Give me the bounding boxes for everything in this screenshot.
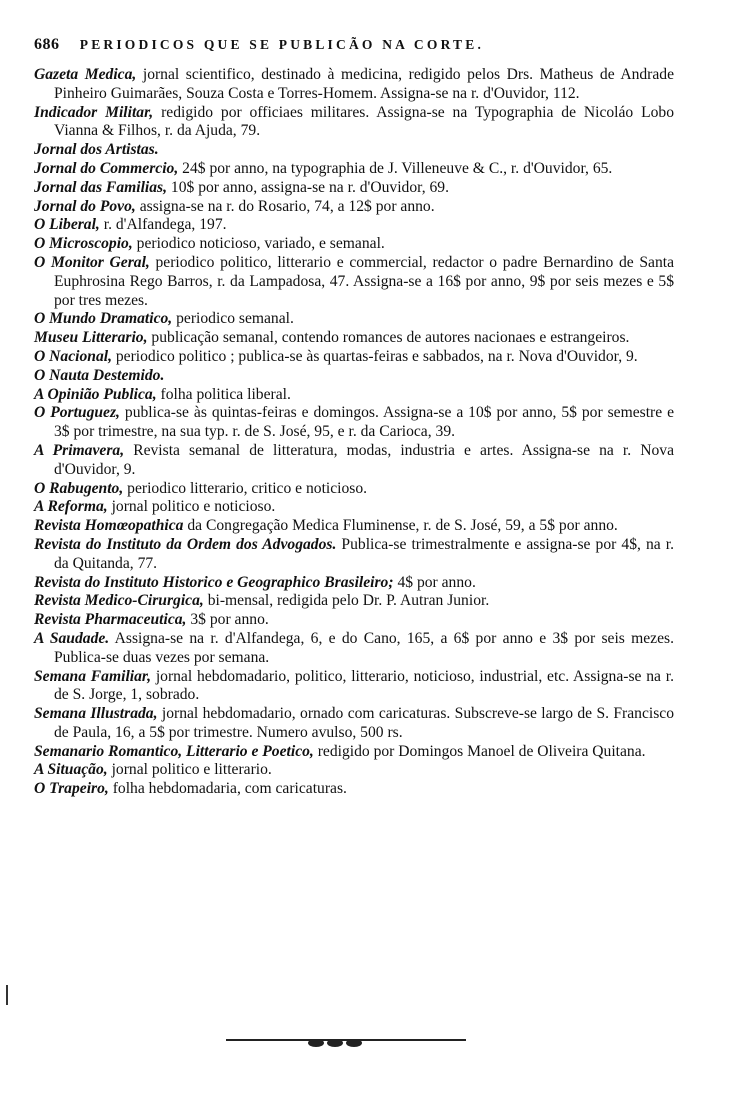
- periodical-title: A Primavera,: [34, 441, 125, 459]
- list-item: [34, 574, 674, 593]
- list-item: [34, 386, 674, 405]
- list-item: [34, 310, 674, 329]
- list-item: [34, 254, 674, 310]
- periodical-title: Jornal do Commercio,: [34, 159, 179, 177]
- periodical-title: Revista Medico-Cirurgica,: [34, 592, 204, 610]
- periodical-description: periodico noticioso, variado, e semanal.: [136, 235, 385, 253]
- periodical-description: r. d'Alfandega, 197.: [103, 216, 227, 234]
- list-item: [34, 498, 674, 517]
- page-header: [34, 36, 694, 54]
- list-item: [34, 66, 674, 104]
- periodical-title: Revista Pharmaceutica,: [34, 611, 187, 629]
- periodical-title: A Saudade.: [34, 629, 110, 647]
- periodical-description: periodico semanal.: [176, 310, 294, 328]
- periodical-description: publica-se às quintas-feiras e domingos. Assigna-se a 10$ por anno, 5$ por semestre e 3$ por trimestre, na sua typ. r. de S. José, 95, e r. da Carioca, 39.: [54, 404, 674, 441]
- periodical-description: publicação semanal, contendo romances de autores nacionaes e estrangeiros.: [151, 329, 630, 347]
- list-item: [34, 705, 674, 743]
- periodical-title: Revista Homœopathica: [34, 517, 184, 535]
- periodical-description: jornal politico e litterario.: [111, 761, 272, 779]
- periodical-description: Assigna-se na r. d'Alfandega, 6, e do Cano, 165, a 6$ por anno e 3$ por seis mezes. Publica-se duas vezes por semana.: [54, 629, 674, 666]
- list-item: [34, 104, 674, 142]
- periodical-description: periodico politico, litterario e commercial, redactor o padre Bernardino de Santa Euphrosina Rego Barros, r. da Lampadosa, 47. Assigna-se a 16$ por anno, 9$ por seis mezes e 5$ por tres mezes.: [54, 253, 674, 309]
- page-number: 686: [34, 36, 60, 53]
- periodical-description: 4$ por anno.: [397, 573, 476, 591]
- periodical-title: O Microscopio,: [34, 235, 133, 253]
- periodical-description: redigido por officiaes militares. Assigna-se na Typographia de Nicoláo Lobo Vianna & Filhos, r. da Ajuda, 79.: [54, 103, 674, 140]
- periodical-title: Jornal dos Artistas.: [34, 141, 159, 159]
- list-item: [34, 480, 674, 499]
- list-item: [34, 198, 674, 217]
- list-item: [34, 536, 674, 574]
- periodicals-list: [34, 66, 674, 799]
- periodical-description: Publica-se trimestralmente e assigna-se por 4$, na r. da Quitanda, 77.: [54, 535, 674, 572]
- divider-ornament-icon: [306, 1034, 386, 1046]
- periodical-description: 10$ por anno, assigna-se na r. d'Ouvidor, 69.: [170, 178, 449, 196]
- periodical-description: jornal scientifico, destinado à medicina, redigido pelos Drs. Matheus de Andrade Pinheiro Guimarães, Souza Costa e Torres-Homem. Assigna-se na r. d'Ouvidor, 112.: [54, 66, 675, 102]
- list-item: [34, 761, 674, 780]
- periodical-description: jornal hebdomadario, politico, litterario, noticioso, industrial, etc. Assigna-se na r. de S. Jorge, 1, sobrado.: [54, 667, 674, 704]
- list-item: [34, 592, 674, 611]
- periodical-title: Semana Familiar,: [34, 667, 152, 685]
- list-item: [34, 404, 674, 442]
- list-item: [34, 743, 674, 762]
- periodical-description: Revista semanal de litteratura, modas, industria e artes. Assigna-se na r. Nova d'Ouvidor, 9.: [54, 441, 674, 478]
- list-item: [34, 611, 674, 630]
- periodical-title: Gazeta Medica,: [34, 66, 137, 83]
- ornamental-divider: [226, 1034, 466, 1046]
- running-title: PERIODICOS QUE SE PUBLICÃO NA CORTE.: [79, 37, 485, 52]
- list-item: [34, 179, 674, 198]
- periodical-title: Semana Illustrada,: [34, 705, 158, 723]
- list-item: [34, 235, 674, 254]
- periodical-title: Revista do Instituto Historico e Geographico Brasileiro;: [34, 573, 394, 591]
- list-item: [34, 160, 674, 179]
- periodical-description: da Congregação Medica Fluminense, r. de S. José, 59, a 5$ por anno.: [187, 517, 618, 535]
- list-item: [34, 348, 674, 367]
- periodical-description: redigido por Domingos Manoel de Oliveira Quitana.: [317, 742, 646, 760]
- margin-mark: [6, 985, 8, 1005]
- periodical-description: bi-mensal, redigida pelo Dr. P. Autran Junior.: [207, 592, 490, 610]
- periodical-description: 3$ por anno.: [190, 611, 269, 629]
- periodical-title: O Nauta Destemido.: [34, 366, 165, 384]
- list-item: [34, 517, 674, 536]
- periodical-title: Museu Litterario,: [34, 329, 148, 347]
- periodical-description: jornal politico e noticioso.: [111, 498, 276, 516]
- periodical-title: O Rabugento,: [34, 479, 124, 497]
- periodical-title: Revista do Instituto da Ordem dos Advogados.: [34, 535, 337, 553]
- periodical-description: folha politica liberal.: [160, 385, 291, 403]
- periodical-title: O Portuguez,: [34, 404, 120, 422]
- periodical-title: A Situação,: [34, 761, 108, 779]
- periodical-description: assigna-se na r. do Rosario, 74, a 12$ por anno.: [139, 197, 435, 215]
- periodical-title: O Nacional,: [34, 347, 112, 365]
- periodical-title: O Mundo Dramatico,: [34, 310, 173, 328]
- periodical-description: 24$ por anno, na typographia de J. Villeneuve & C., r. d'Ouvidor, 65.: [182, 159, 613, 177]
- periodical-title: A Opinião Publica,: [34, 385, 157, 403]
- periodical-title: O Trapeiro,: [34, 780, 109, 798]
- list-item: [34, 780, 674, 799]
- list-item: [34, 216, 674, 235]
- periodical-title: O Monitor Geral,: [34, 253, 150, 271]
- periodical-description: jornal hebdomadario, ornado com caricaturas. Subscreve-se largo de S. Francisco de Paula, 16, a 5$ por trimestre. Numero avulso, 500 rs.: [54, 705, 674, 741]
- periodical-description: folha hebdomadaria, com caricaturas.: [112, 780, 347, 798]
- list-item: [34, 668, 674, 706]
- periodical-title: A Reforma,: [34, 498, 108, 516]
- periodical-title: Indicador Militar,: [34, 103, 154, 121]
- periodical-title: Semanario Romantico, Litterario e Poetico,: [34, 742, 314, 760]
- list-item: [34, 141, 674, 160]
- periodical-description: periodico politico ; publica-se às quartas-feiras e sabbados, na r. Nova d'Ouvidor, 9.: [115, 347, 638, 365]
- list-item: [34, 442, 674, 480]
- list-item: [34, 630, 674, 668]
- periodical-description: periodico litterario, critico e noticioso.: [127, 479, 368, 497]
- periodical-title: Jornal do Povo,: [34, 197, 136, 215]
- list-item: [34, 329, 674, 348]
- list-item: [34, 367, 674, 386]
- periodical-title: Jornal das Familias,: [34, 178, 168, 196]
- periodical-title: O Liberal,: [34, 216, 100, 234]
